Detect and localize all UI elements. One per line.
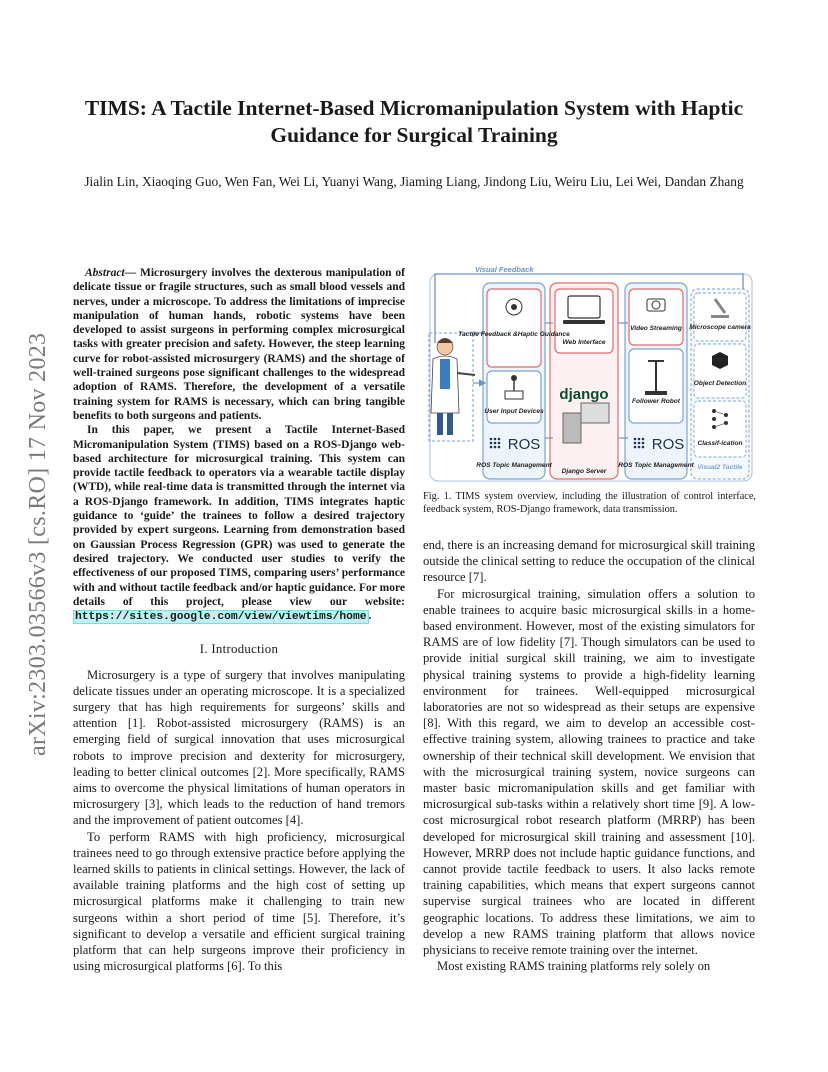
- arxiv-identifier: arXiv:2303.03566v3 [cs.RO] 17 Nov 2023: [25, 332, 51, 756]
- user-input-label: User Input Devices: [484, 408, 544, 415]
- figure-caption: Fig. 1. TIMS system overview, including the illustration of control interface, feedback system, ROS-Django framework, data transmission.: [423, 491, 756, 515]
- abstract-paragraph-2: In this paper, we present a Tactile Internet-Based Micromanipulation System (TIMS) based on a ROS-Django web-based architecture for microsurgical training. This system can provide tactile feedback to operators via a wearable tactile display (WTD), while real-time data is transmitted through the internet via a ROS-Django framework. In addition, TIMS integrates haptic guidance to ‘guide’ the trainees to follow a desired trajectory provided by expert surgeons. Learning from demonstration based on Gaussian Process Regression (GPR) was used to generate the desired trajectory. We conducted user studies to verify the effectiveness of our proposed TIMS, comparing users’ performance with and without tactile feedback and/or haptic guidance. For more details of this project, please view our website:: [73, 424, 405, 608]
- abstract-end-period: .: [368, 610, 372, 623]
- django-server-label: Django Server: [561, 468, 607, 475]
- microscope-camera-label: Microscope camera: [689, 324, 751, 331]
- tactile-feedback-label: Tactile Feedback &Haptic Guidance: [458, 331, 570, 338]
- abstract: [73, 266, 405, 624]
- ros-logo-right: ROS: [651, 436, 685, 453]
- intro-paragraph-4: For microsurgical training, simulation offers a solution to enable trainees to acquire basic microsurgical skills in a home-based environment. However, most of the existing simulators for RAMS are of low fidelity [7]. Though simulators can be used to provide initial surgical skill training, we aim to investigate physical training systems to provide a high-fidelity learning environment for trainees. Well-equipped microsurgical laboratories are not so widespread as their setups are expensive [8]. With this regard, we aim to develop an accessible cost-effective training system, allowing trainees to practice and take ownership of their technical skill development. We envision that with the microsurgical training system, novice surgeons can master basic micromanipulation skills and get familiar with microsurgical sub-tasks within a relatively short time [9]. A low-cost microsurgical robot research platform (MRRP) has been developed for microsurgical skill training and assessment [10]. However, MRRP does not include haptic guidance functions, and cannot provide tactile feedback to users. It also lacks remote training capabilities, which means that expert surgeons cannot supervise surgical trainees who are located in different geographic locations. To address these limitations, we aim to develop a new RAMS training platform that allows novice physicians to receive remote training over the internet.: [423, 586, 755, 958]
- ros-logo-left: ROS: [507, 436, 541, 453]
- intro-paragraph-2: To perform RAMS with high proficiency, microsurgical trainees need to go through extensive practice before applying the learned skills to patients in clinical settings. However, the lack of available training platforms and the high cost of setting up microsurgical platforms make it challenging to train new surgeons within a short period of time [5]. Therefore, it’s significant to develop a versatile and efficient surgical training platform that can help surgeons improve their proficiency in using microsurgical platforms [6]. To this: [73, 829, 405, 974]
- paper-title: TIMS: A Tactile Internet-Based Micromanipulation System with Haptic Guidance for Surgical Training: [84, 96, 744, 147]
- follower-robot-label: Follower Robot: [632, 398, 680, 405]
- visual2tactile-label: Visual2 Tactile: [697, 464, 743, 471]
- ros-topic-left-label: ROS Topic Management: [476, 462, 552, 469]
- web-interface-label: Web Interface: [562, 339, 606, 346]
- abstract-paragraph-1: — Microsurgery involves the dexterous manipulation of delicate tissue or fragile structures, such as small blood vessels and nerves, under a microscope. To address the limitations of imprecise manipulation of human hands, robotic systems have been developed to assist surgeons in performing complex microsurgical tasks with greater precision and safety. However, the steep learning curve for robot-assisted microsurgery (RAMS) and the shortage of well-trained surgeons pose significant challenges to the widespread adoption of RAMS. Therefore, the development of a versatile training system for RAMS is necessary, which can bring tangible benefits to both surgeons and patients.: [73, 267, 405, 422]
- ros-topic-right-label: ROS Topic Management: [618, 462, 694, 469]
- surgeon-icon: [429, 333, 475, 441]
- object-detection-label: Object Detection: [693, 380, 747, 387]
- author-list: Jialin Lin, Xiaoqing Guo, Wen Fan, Wei Li, Yuanyi Wang, Jiaming Liang, Jindong Liu, Weiru Liu, Lei Wei, Dandan Zhang: [84, 174, 744, 189]
- visual-feedback-label: Visual Feedback: [475, 265, 534, 274]
- intro-paragraph-5: Most existing RAMS training platforms rely solely on: [437, 959, 711, 974]
- system-overview-figure: [423, 263, 758, 485]
- section-heading-introduction: I. Introduction: [199, 642, 279, 657]
- video-streaming-label: Video Streaming: [630, 325, 682, 332]
- project-website-link[interactable]: https://sites.google.com/view/viewtims/home: [75, 611, 367, 624]
- django-logo: django: [559, 386, 609, 403]
- abstract-label: Abstract: [85, 267, 125, 279]
- classification-label: Classif-ication: [697, 440, 743, 447]
- right-column: [423, 537, 755, 974]
- intro-paragraph-3: end, there is an increasing demand for microsurgical skill training outside the clinical setting to reduce the occupation of the clinical resource [7].: [423, 538, 755, 585]
- intro-paragraph-1: Microsurgery is a type of surgery that involves manipulating delicate tissues under an operating microscope. It is a specialized surgery that has high requirements for surgeons’ skills and attention [1]. Robot-assisted microsurgery (RAMS) is an emerging field of surgical innovation that uses microsurgical robots to improve precision and dexterity for microsurgery, leading to better clinical outcomes [2]. More specifically, RAMS aims to overcome the physical limitations of human operators in microsurgery [3], which leads to the reduction of hand tremors and the improvement of patient outcomes [4].: [73, 667, 405, 828]
- left-column: [73, 266, 405, 974]
